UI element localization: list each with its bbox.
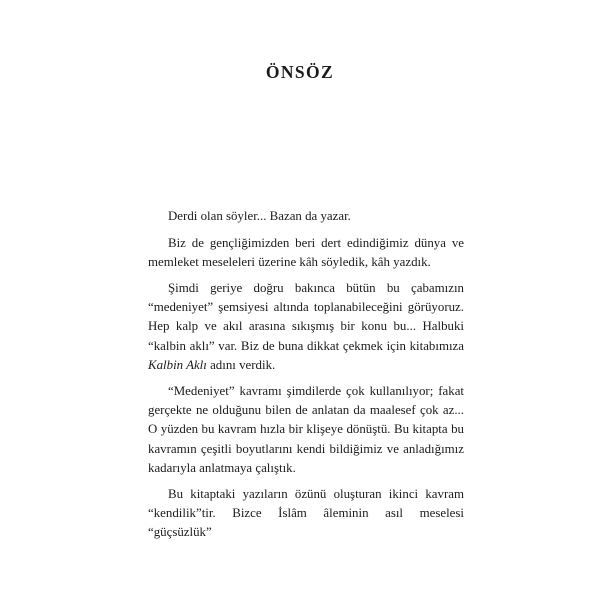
page-title: ÖNSÖZ (265, 62, 335, 82)
paragraph-3 (148, 279, 464, 374)
paragraph-2-text: Biz de gençliğimizden beri dert edindiğimiz dünya ve memleket meseleleri üzerine kâh söyledik, kâh yazdık. (148, 235, 464, 269)
paragraph-4 (148, 382, 464, 477)
paragraph-1 (148, 207, 464, 226)
paragraph-5 (148, 485, 464, 542)
book-title-italic: Kalbin Aklı (148, 357, 207, 372)
paragraph-4-text: “Medeniyet” kavramı şimdilerde çok kullanılıyor; fakat gerçekte ne olduğunu bilen de anlatan da maalesef çok az... O yüzden bu kavram hızla bir klişeye dönüştü. Bu kitapta bu kavramın çeşitli boyutlarını kendi bildiğimiz ve anladığımız kadarıyla anlatmaya çalıştık. (148, 384, 464, 475)
body-text-block (148, 207, 464, 543)
paragraph-3-text-before-title: Şimdi geriye doğru bakınca bütün bu çabamızın “medeniyet” şemsiyesi altında toplanabileceğini görüyoruz. Hep kalp ve akıl arasına sıkışmış bir konu bu... Halbuki “kalbin aklı” var. Biz de buna dikkat çekmek için kitabımıza (148, 281, 464, 353)
paragraph-5-text: Bu kitaptaki yazıların özünü oluşturan ikinci kavram “kendilik”tir. Bizce İslâm âleminin asıl meselesi “güçsüzlük” (148, 487, 464, 540)
paragraph-3-text-after-title: adını verdik. (206, 357, 276, 372)
paragraph-2 (148, 234, 464, 272)
paragraph-1-text: Derdi olan söyler... Bazan da yazar. (168, 209, 351, 223)
